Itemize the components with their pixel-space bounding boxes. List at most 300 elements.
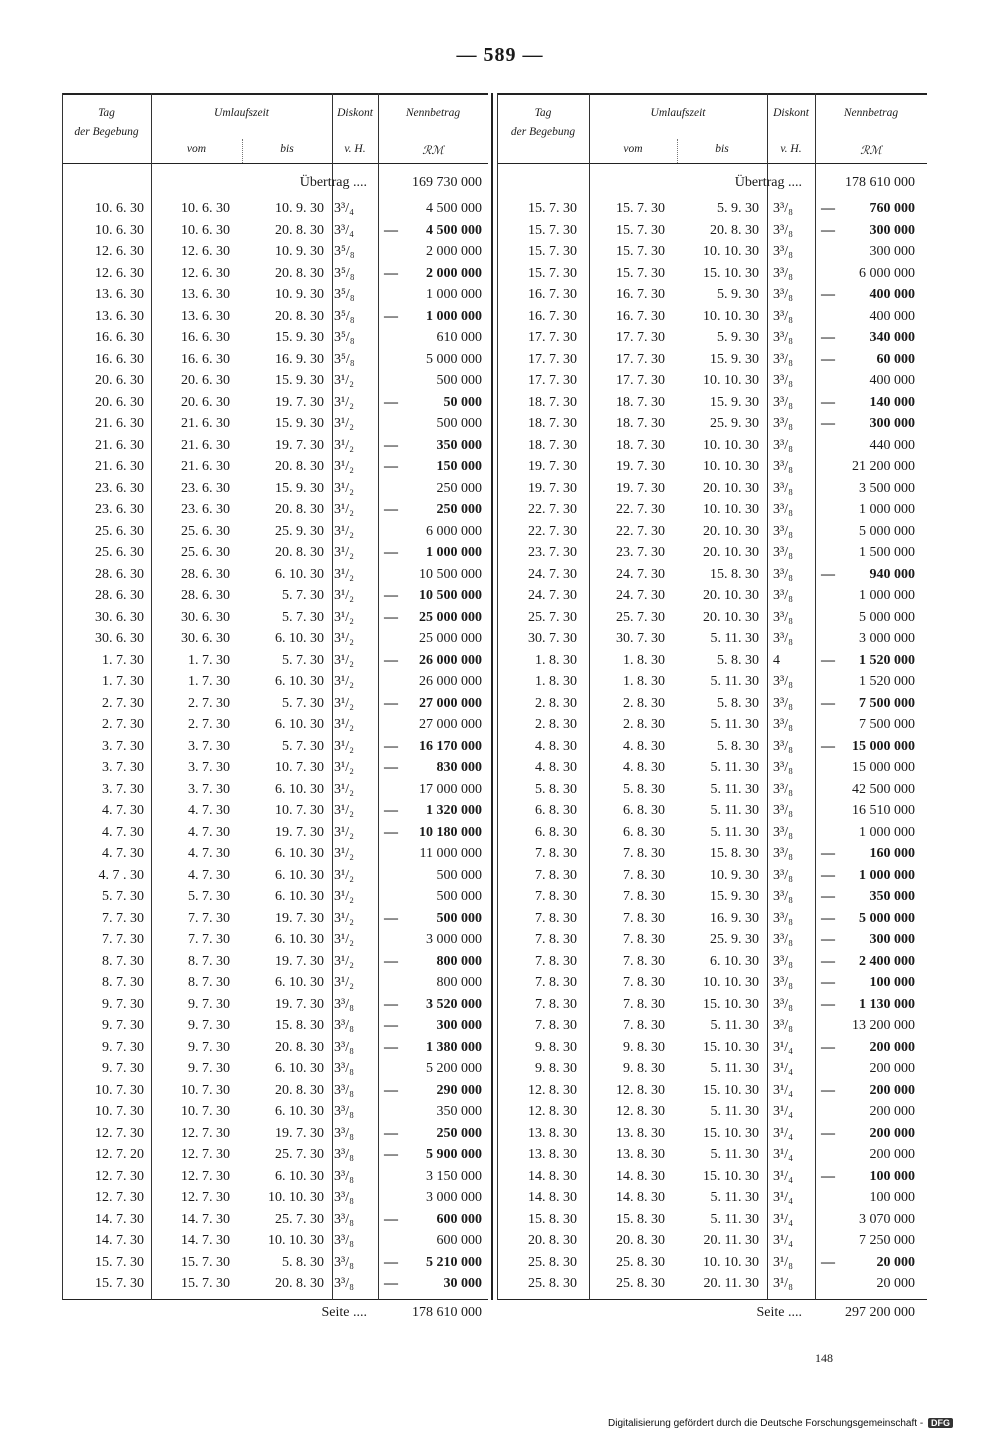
date-to: 5. 7. 30 (282, 695, 324, 711)
discount-rate: 3³/₈ (334, 1233, 354, 1248)
dfg-credit (608, 1418, 953, 1429)
date-from: 15. 7. 30 (616, 265, 665, 281)
date-from: 3. 7. 30 (188, 760, 230, 775)
table-row (497, 801, 927, 823)
amount: 1 000 000 (426, 308, 482, 324)
discount-rate: 3¹/₄ (773, 1190, 793, 1205)
date-from: 22. 7. 30 (616, 523, 665, 539)
amount: 4 500 000 (426, 222, 482, 238)
amount: 1 000 000 (859, 867, 915, 883)
table-row (62, 242, 488, 264)
date-to: 20. 10. 30 (703, 523, 759, 539)
discount-rate: 3³/₈ (773, 695, 793, 711)
minus-sign: — (821, 1125, 835, 1141)
table-row (497, 887, 927, 909)
amount: 3 000 000 (426, 932, 482, 947)
date-issue: 3. 7. 30 (102, 781, 144, 797)
table-row (62, 1253, 488, 1275)
amount: 760 000 (869, 201, 915, 216)
date-issue: 9. 7. 30 (102, 996, 144, 1012)
table-row (62, 651, 488, 673)
amount: 6 000 000 (859, 265, 915, 281)
date-to: 5. 9. 30 (717, 201, 759, 216)
amount: 150 000 (436, 459, 482, 474)
date-issue: 4. 8. 30 (535, 760, 577, 775)
date-to: 6. 10. 30 (275, 846, 324, 861)
date-from: 3. 7. 30 (188, 781, 230, 797)
date-to: 6. 10. 30 (275, 975, 324, 990)
table-row (62, 328, 488, 350)
discount-rate: 3³/₈ (773, 588, 793, 603)
date-issue: 20. 8. 30 (528, 1233, 577, 1248)
amount: 50 000 (443, 394, 482, 410)
discount-rate: 3³/₈ (773, 975, 793, 990)
discount-rate: 3¹/₂ (334, 437, 354, 453)
date-to: 5. 7. 30 (282, 652, 324, 668)
date-to: 25. 9. 30 (275, 523, 324, 539)
table-row (62, 909, 488, 931)
minus-sign: — (821, 695, 835, 711)
date-to: 5. 8. 30 (282, 1254, 324, 1270)
amount: 3 500 000 (859, 480, 915, 496)
table-row (497, 500, 927, 522)
date-issue: 20. 6. 30 (95, 394, 144, 410)
minus-sign: — (384, 459, 398, 474)
minus-sign: — (821, 394, 835, 410)
amount: 27 000 000 (419, 695, 482, 711)
date-from: 13. 8. 30 (616, 1147, 665, 1162)
discount-rate: 3¹/₂ (334, 910, 354, 926)
amount: 200 000 (869, 1104, 915, 1119)
date-from: 22. 7. 30 (616, 502, 665, 517)
minus-sign: — (821, 1168, 835, 1184)
date-from: 4. 7. 30 (188, 824, 230, 840)
date-issue: 2. 7. 30 (102, 695, 144, 711)
date-from: 20. 6. 30 (181, 373, 230, 388)
amount: 5 000 000 (859, 910, 915, 926)
table-row (62, 694, 488, 716)
discount-rate: 3⁵/₈ (334, 308, 355, 324)
date-to: 15. 8. 30 (275, 1018, 324, 1033)
amount: 350 000 (436, 437, 482, 453)
discount-rate: 3¹/₂ (334, 523, 354, 539)
discount-rate: 3¹/₂ (334, 846, 354, 861)
discount-rate: 3³/₈ (773, 781, 793, 797)
minus-sign: — (384, 1125, 398, 1141)
date-to: 10. 10. 30 (268, 1233, 324, 1248)
header-diskont: Diskont v. H. (337, 107, 373, 155)
minus-sign: — (384, 953, 398, 969)
date-to: 19. 7. 30 (275, 437, 324, 453)
discount-rate: 3¹/₂ (334, 373, 354, 388)
date-issue: 15. 7. 30 (95, 1254, 144, 1270)
footer-rule (62, 1299, 488, 1300)
date-from: 12. 7. 30 (181, 1190, 230, 1205)
date-issue: 23. 7. 30 (528, 545, 577, 560)
date-issue: 17. 7. 30 (528, 351, 577, 367)
amount: 340 000 (869, 330, 915, 345)
amount: 1 000 000 (859, 824, 915, 840)
page-number: — 589 — (456, 44, 544, 66)
discount-rate: 3¹/₂ (334, 480, 354, 496)
date-to: 20. 10. 30 (703, 588, 759, 603)
date-to: 19. 7. 30 (275, 910, 324, 926)
date-to: 5. 11. 30 (710, 1211, 759, 1227)
table-row (497, 565, 927, 587)
date-from: 30. 6. 30 (181, 609, 230, 625)
date-to: 10. 10. 30 (703, 459, 759, 474)
date-issue: 10. 6. 30 (95, 222, 144, 238)
date-to: 15. 10. 30 (703, 1125, 759, 1141)
date-issue: 13. 8. 30 (528, 1147, 577, 1162)
table-row (62, 414, 488, 436)
date-from: 8. 7. 30 (188, 975, 230, 990)
date-issue: 7. 8. 30 (535, 932, 577, 947)
date-issue: 14. 8. 30 (528, 1190, 577, 1205)
date-issue: 7. 8. 30 (535, 889, 577, 904)
date-issue: 10. 7. 30 (95, 1082, 144, 1098)
date-issue: 25. 8. 30 (528, 1254, 577, 1270)
date-from: 12. 6. 30 (181, 265, 230, 281)
discount-rate: 3³/₈ (773, 760, 793, 775)
date-to: 6. 10. 30 (710, 953, 759, 969)
date-to: 5. 11. 30 (710, 1147, 759, 1162)
amount: 16 170 000 (419, 738, 482, 754)
discount-rate: 3¹/₄ (773, 1125, 793, 1141)
amount: 42 500 000 (852, 781, 915, 797)
date-to: 10. 9. 30 (275, 201, 324, 216)
date-to: 25. 9. 30 (710, 932, 759, 947)
amount: 1 500 000 (859, 545, 915, 560)
discount-rate: 3¹/₄ (773, 1168, 793, 1184)
minus-sign: — (384, 1147, 398, 1162)
date-from: 7. 7. 30 (188, 932, 230, 947)
date-to: 5. 11. 30 (710, 717, 759, 732)
date-issue: 12. 6. 30 (95, 244, 144, 259)
minus-sign: — (821, 287, 835, 302)
discount-rate: 3³/₈ (773, 1018, 793, 1033)
date-from: 10. 7. 30 (181, 1104, 230, 1119)
amount: 1 000 000 (426, 287, 482, 302)
date-issue: 3. 7. 30 (102, 760, 144, 775)
table-row (497, 1167, 927, 1189)
table-row (62, 1081, 488, 1103)
discount-rate: 3³/₈ (773, 244, 793, 259)
header-umlaufszeit: Umlaufszeit (650, 107, 706, 119)
footer-value: 297 200 000 (845, 1305, 915, 1320)
date-issue: 28. 6. 30 (95, 566, 144, 582)
table-row (62, 1210, 488, 1232)
table-row (62, 350, 488, 372)
table-row (497, 242, 927, 264)
amount: 400 000 (869, 308, 915, 324)
date-from: 10. 7. 30 (181, 1082, 230, 1098)
date-from: 14. 7. 30 (181, 1211, 230, 1227)
date-from: 28. 6. 30 (181, 566, 230, 582)
date-issue: 1. 7. 30 (102, 652, 144, 668)
date-issue: 15. 8. 30 (528, 1211, 577, 1227)
date-issue: 4. 7. 30 (102, 846, 144, 861)
date-from: 23. 7. 30 (616, 545, 665, 560)
discount-rate: 3¹/₂ (334, 889, 354, 904)
minus-sign: — (821, 652, 835, 668)
amount: 6 000 000 (426, 523, 482, 539)
date-issue: 5. 7. 30 (102, 889, 144, 904)
date-to: 6. 10. 30 (275, 674, 324, 689)
discount-rate: 3³/₈ (334, 1168, 354, 1184)
discount-rate: 3³/₈ (773, 459, 793, 474)
footer-label: Seite .... (756, 1305, 802, 1320)
amount: 15 000 000 (852, 738, 915, 754)
date-from: 9. 8. 30 (623, 1039, 665, 1055)
discount-rate: 3³/₈ (773, 910, 793, 926)
minus-sign: — (384, 1254, 398, 1270)
amount: 300 000 (869, 416, 915, 431)
date-issue: 3. 7. 30 (102, 738, 144, 754)
date-from: 4. 8. 30 (623, 760, 665, 775)
amount: 11 000 000 (419, 846, 482, 861)
date-to: 20. 11. 30 (703, 1276, 759, 1291)
date-from: 1. 8. 30 (623, 674, 665, 689)
amount: 1 520 000 (859, 652, 915, 668)
amount: 16 510 000 (852, 803, 915, 818)
date-issue: 6. 8. 30 (535, 824, 577, 840)
date-issue: 13. 6. 30 (95, 308, 144, 324)
date-issue: 4. 7 . 30 (98, 867, 144, 883)
minus-sign: — (384, 265, 398, 281)
table-row (62, 565, 488, 587)
amount: 200 000 (869, 1147, 915, 1162)
amount: 140 000 (869, 394, 915, 410)
date-issue: 18. 7. 30 (528, 416, 577, 431)
date-issue: 4. 8. 30 (535, 738, 577, 754)
discount-rate: 3³/₈ (773, 394, 793, 410)
date-to: 10. 10. 30 (703, 308, 759, 324)
discount-rate: 3³/₈ (334, 1147, 354, 1162)
date-from: 28. 6. 30 (181, 588, 230, 603)
date-from: 4. 7. 30 (188, 867, 230, 883)
discount-rate: 3³/₈ (773, 867, 793, 883)
table-row (62, 1038, 488, 1060)
table-row (497, 199, 927, 221)
table-row (62, 737, 488, 759)
minus-sign: — (821, 975, 835, 990)
table-row (497, 457, 927, 479)
table-row (497, 436, 927, 458)
date-issue: 22. 7. 30 (528, 502, 577, 517)
amount: 200 000 (869, 1125, 915, 1141)
date-issue: 16. 6. 30 (95, 351, 144, 367)
amount: 20 000 (876, 1276, 915, 1291)
discount-rate: 3³/₈ (773, 502, 793, 517)
discount-rate: 3³/₈ (773, 416, 793, 431)
table-row (62, 930, 488, 952)
date-issue: 12. 8. 30 (528, 1082, 577, 1098)
date-issue: 10. 7. 30 (95, 1104, 144, 1119)
date-from: 10. 6. 30 (181, 222, 230, 238)
date-from: 16. 6. 30 (181, 351, 230, 367)
date-from: 12. 8. 30 (616, 1104, 665, 1119)
date-issue: 24. 7. 30 (528, 566, 577, 582)
date-from: 4. 7. 30 (188, 803, 230, 818)
minus-sign: — (384, 824, 398, 840)
date-issue: 17. 7. 30 (528, 330, 577, 345)
date-issue: 2. 8. 30 (535, 695, 577, 711)
date-to: 10. 10. 30 (703, 975, 759, 990)
date-to: 15. 9. 30 (710, 394, 759, 410)
discount-rate: 3¹/₂ (334, 803, 354, 818)
table-row (62, 672, 488, 694)
header-nennbetrag: Nennbetrag ℛℳ (405, 107, 461, 157)
date-issue: 30. 6. 30 (95, 631, 144, 646)
date-to: 5. 8. 30 (717, 652, 759, 668)
date-issue: 15. 7. 30 (528, 265, 577, 281)
minus-sign: — (821, 330, 835, 345)
date-to: 19. 7. 30 (275, 1125, 324, 1141)
date-issue: 21. 6. 30 (95, 459, 144, 474)
header-vom: vom (623, 143, 643, 155)
minus-sign: — (821, 222, 835, 238)
table-row (497, 1081, 927, 1103)
date-to: 19. 7. 30 (275, 953, 324, 969)
table-row (62, 1145, 488, 1167)
date-to: 10. 9. 30 (275, 244, 324, 259)
discount-rate: 3³/₈ (773, 222, 793, 238)
minus-sign: — (384, 803, 398, 818)
date-from: 12. 8. 30 (616, 1082, 665, 1098)
amount: 30 000 (443, 1276, 482, 1291)
date-to: 6. 10. 30 (275, 566, 324, 582)
amount: 5 900 000 (426, 1147, 482, 1162)
date-from: 9. 7. 30 (188, 1039, 230, 1055)
date-from: 10. 6. 30 (181, 201, 230, 216)
date-to: 25. 7. 30 (275, 1211, 324, 1227)
amount: 3 070 000 (859, 1211, 915, 1227)
date-from: 24. 7. 30 (616, 588, 665, 603)
date-from: 2. 7. 30 (188, 717, 230, 732)
minus-sign: — (384, 588, 398, 603)
table-row (62, 801, 488, 823)
date-from: 30. 6. 30 (181, 631, 230, 646)
date-to: 6. 10. 30 (275, 631, 324, 646)
minus-sign: — (384, 1211, 398, 1227)
table-row (497, 1188, 927, 1210)
date-to: 10. 9. 30 (275, 287, 324, 302)
minus-sign: — (821, 996, 835, 1012)
date-from: 20. 8. 30 (616, 1233, 665, 1248)
amount: 25 000 000 (419, 609, 482, 625)
table-row (497, 780, 927, 802)
table-row (497, 1102, 927, 1124)
date-to: 15. 8. 30 (710, 846, 759, 861)
table-row (62, 823, 488, 845)
date-to: 5. 8. 30 (717, 695, 759, 711)
table-row (62, 866, 488, 888)
date-to: 20. 8. 30 (275, 222, 324, 238)
discount-rate: 3¹/₂ (334, 674, 354, 689)
discount-rate: 3¹/₂ (334, 738, 354, 754)
table-row (62, 221, 488, 243)
table-row (497, 1274, 927, 1296)
table-row (497, 608, 927, 630)
amount: 26 000 000 (419, 674, 482, 689)
amount: 2 400 000 (859, 953, 915, 969)
table-row (62, 1167, 488, 1189)
discount-rate: 3³/₈ (773, 201, 793, 216)
date-to: 10. 10. 30 (703, 502, 759, 517)
date-issue: 18. 7. 30 (528, 394, 577, 410)
discount-rate: 3¹/₂ (334, 824, 354, 840)
header-rule (497, 163, 927, 164)
date-to: 20. 10. 30 (703, 480, 759, 496)
discount-rate: 3⁵/₈ (334, 351, 355, 367)
table-row (62, 715, 488, 737)
discount-rate: 3³/₈ (334, 1211, 354, 1227)
date-from: 17. 7. 30 (616, 373, 665, 388)
amount: 250 000 (436, 1125, 482, 1141)
amount: 7 500 000 (859, 717, 915, 732)
discount-rate: 3⁵/₈ (334, 244, 355, 259)
date-from: 6. 8. 30 (623, 824, 665, 840)
amount: 300 000 (436, 1018, 482, 1033)
carry-value: 169 730 000 (412, 175, 482, 190)
date-issue: 12. 6. 30 (95, 265, 144, 281)
date-from: 19. 7. 30 (616, 459, 665, 474)
date-issue: 7. 8. 30 (535, 996, 577, 1012)
date-from: 14. 8. 30 (616, 1168, 665, 1184)
table-row (62, 1231, 488, 1253)
date-issue: 7. 8. 30 (535, 1018, 577, 1033)
date-from: 7. 8. 30 (623, 867, 665, 883)
table-row (497, 823, 927, 845)
date-from: 2. 8. 30 (623, 717, 665, 732)
table-row (497, 844, 927, 866)
discount-rate: 3⁵/₈ (334, 287, 355, 302)
header-bis: bis (715, 143, 729, 155)
header-bis: bis (280, 143, 294, 155)
date-issue: 4. 7. 30 (102, 803, 144, 818)
date-from: 9. 8. 30 (623, 1061, 665, 1076)
date-from: 4. 7. 30 (188, 846, 230, 861)
date-to: 10. 10. 30 (703, 244, 759, 259)
date-to: 5. 7. 30 (282, 609, 324, 625)
date-from: 25. 8. 30 (616, 1254, 665, 1270)
date-issue: 25. 7. 30 (528, 609, 577, 625)
discount-rate: 3¹/₄ (773, 1211, 793, 1227)
table-row (62, 1059, 488, 1081)
date-issue: 9. 7. 30 (102, 1061, 144, 1076)
date-issue: 7. 8. 30 (535, 846, 577, 861)
date-issue: 7. 7. 30 (102, 910, 144, 926)
discount-rate: 3¹/₂ (334, 416, 354, 431)
table-row (62, 500, 488, 522)
discount-rate: 3³/₈ (334, 1082, 354, 1098)
date-from: 13. 8. 30 (616, 1125, 665, 1141)
date-to: 20. 8. 30 (275, 1276, 324, 1291)
date-to: 10. 7. 30 (275, 760, 324, 775)
date-from: 12. 7. 30 (181, 1168, 230, 1184)
date-from: 25. 7. 30 (616, 609, 665, 625)
date-from: 7. 8. 30 (623, 932, 665, 947)
amount: 400 000 (869, 373, 915, 388)
table-row (497, 694, 927, 716)
half-divider (491, 93, 493, 1300)
date-from: 15. 7. 30 (616, 222, 665, 238)
minus-sign: — (821, 846, 835, 861)
date-issue: 7. 8. 30 (535, 867, 577, 883)
discount-rate: 3¹/₂ (334, 760, 354, 775)
date-to: 10. 10. 30 (703, 437, 759, 453)
